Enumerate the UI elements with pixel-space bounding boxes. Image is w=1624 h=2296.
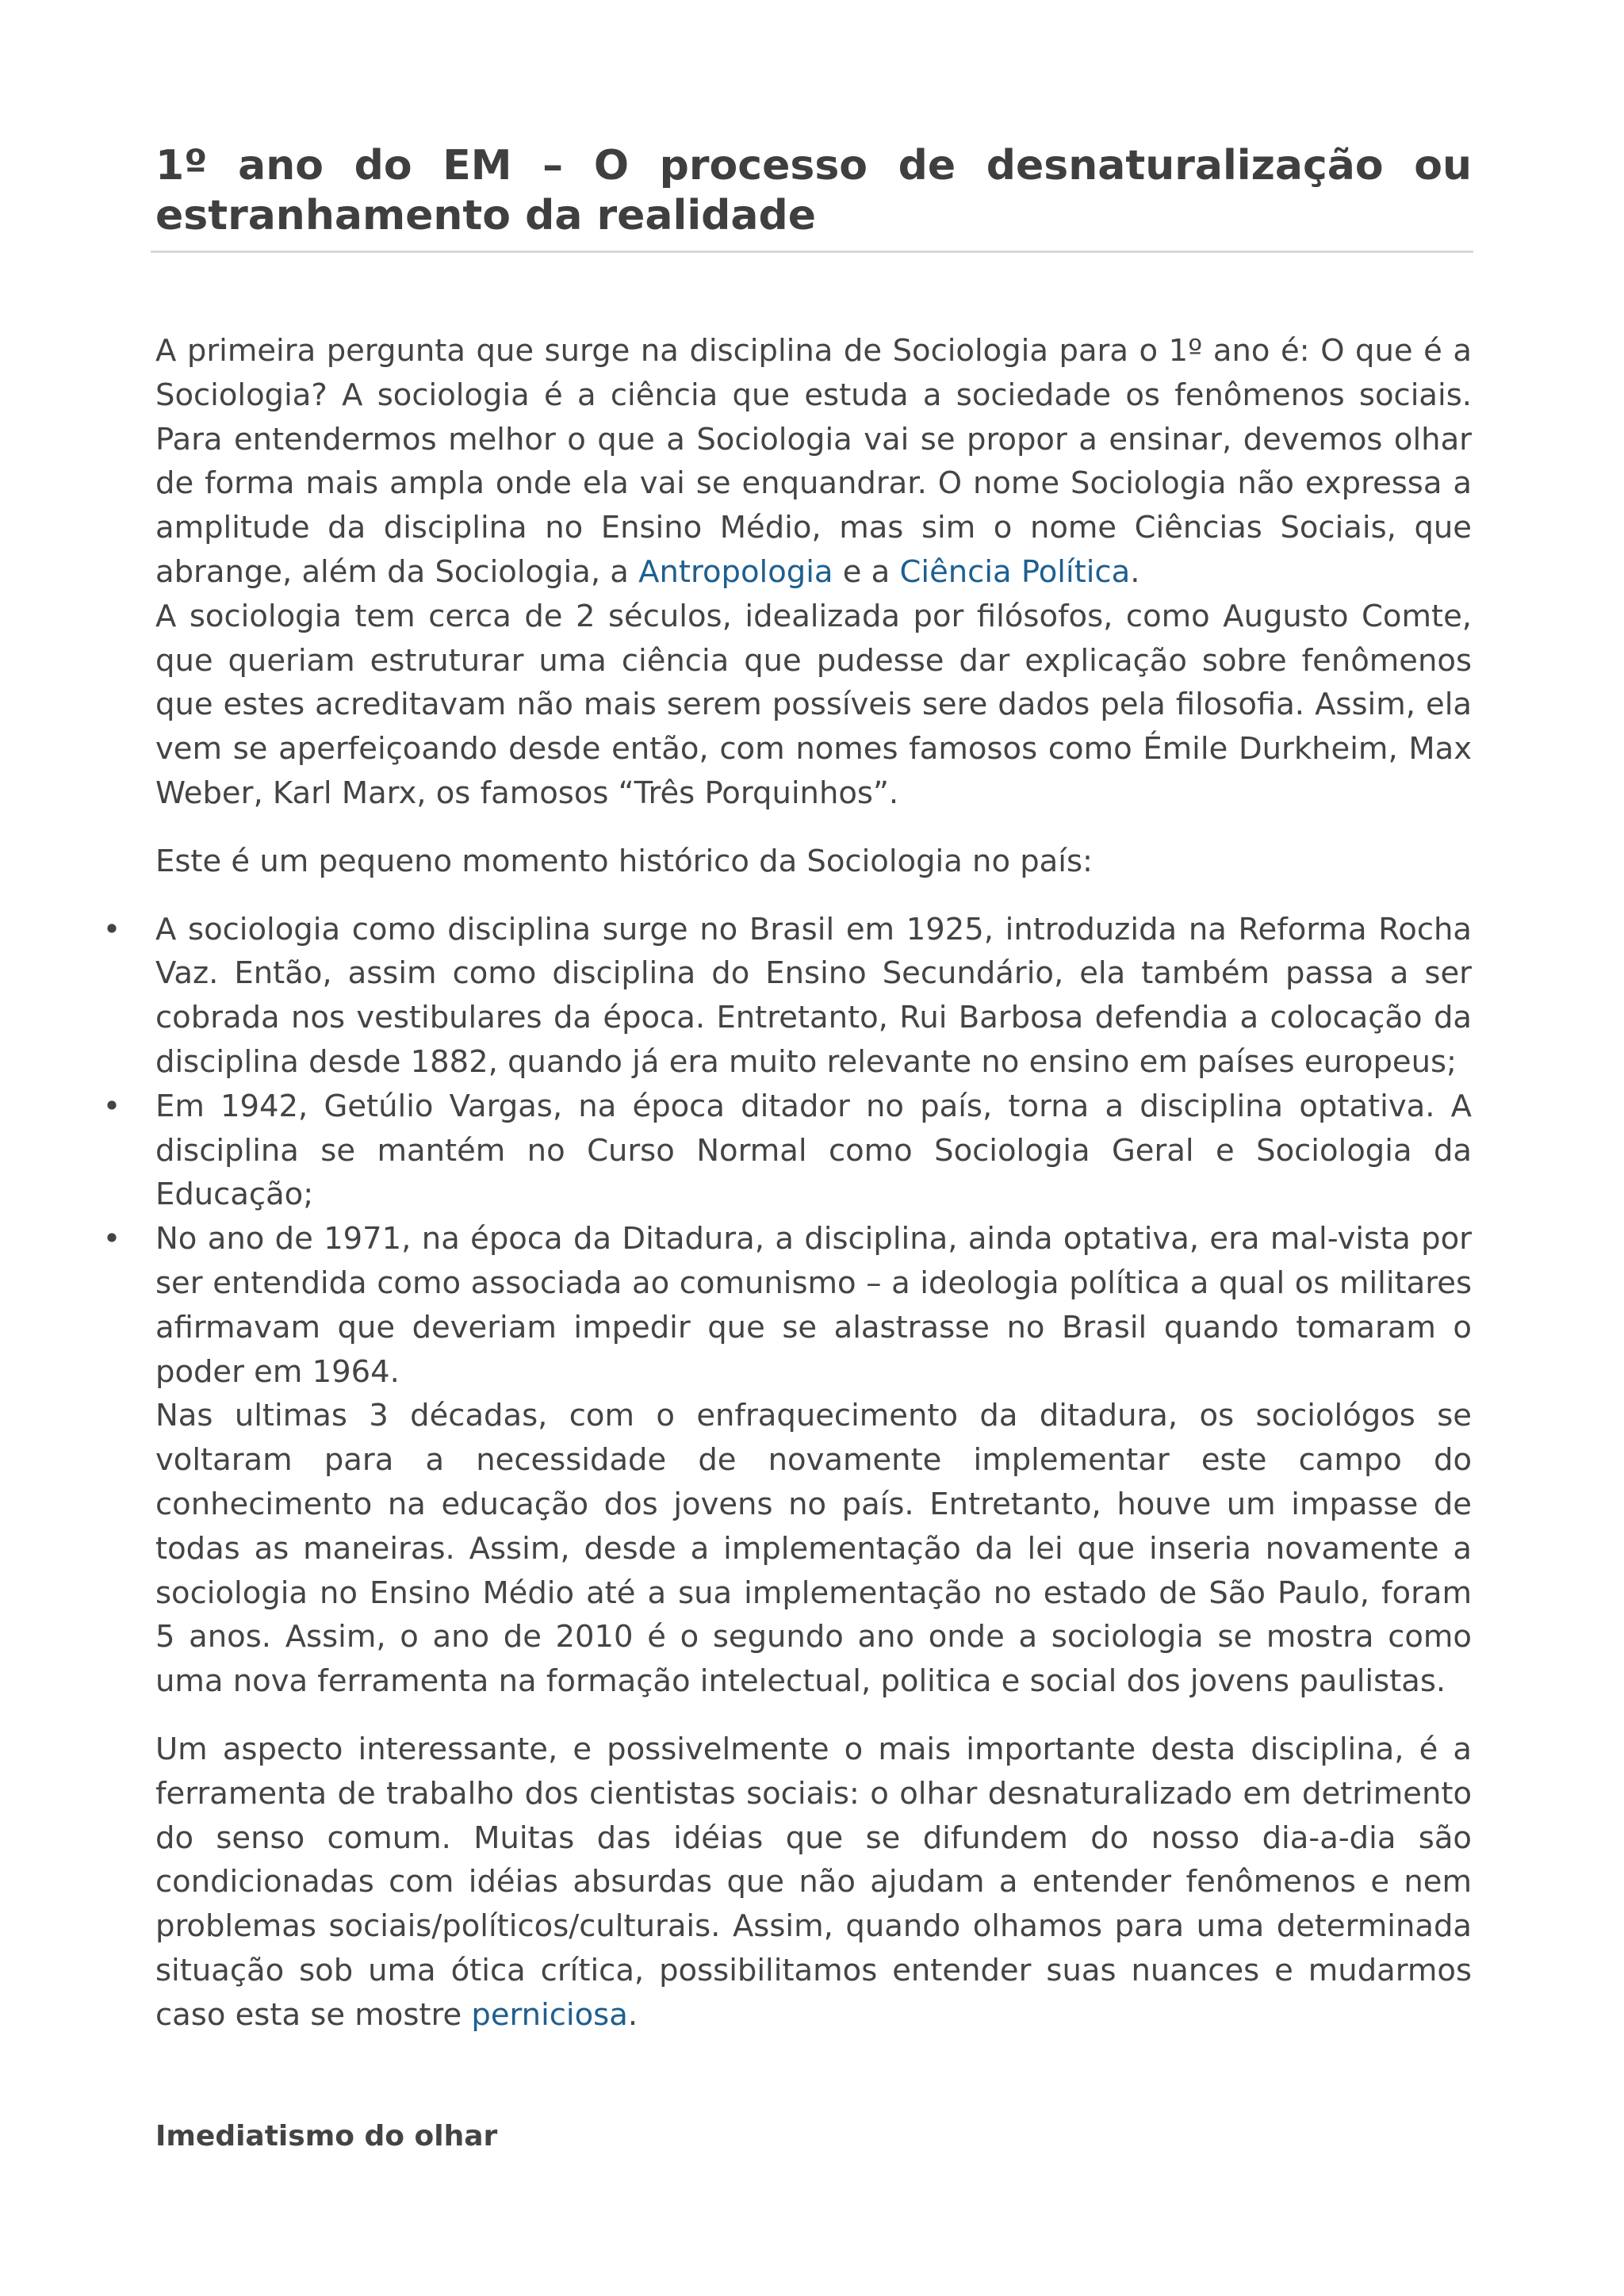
bullet-icon: •: [102, 1221, 121, 1257]
section-heading: Imediatismo do olhar: [155, 2120, 498, 2153]
list-item-text: A sociologia como disciplina surge no Brasil em 1925, introduzida na Reforma Rocha Vaz. Então, assim como disciplina do Ensino Secundário, ela também passa a ser cobrada nos vestibulares da época. Entretanto, Rui Barbosa defendia a colocação da disciplina desde 1882, quando já era muito relevante no ensino em países europeus;: [155, 911, 1472, 1080]
moment-intro: Este é um pequeno momento histórico da Sociologia no país:: [155, 843, 1093, 879]
history-paragraph: A sociologia tem cerca de 2 séculos, idealizada por filósofos, como Augusto Comte, que queriam estruturar uma ciência que pudesse dar explicação sobre fenômenos que estes acreditavam não mais serem possíveis sere dados pela filosofia. Assim, ela vem se aperfeiçoando desde então, com nomes famosos como Émile Durkheim, Max Weber, Karl Marx, os famosos “Três Porquinhos”.: [155, 598, 1472, 811]
list-item: [102, 1085, 1472, 1217]
page-title: 1º ano do EM – O processo de desnaturalização ou estranhamento da realidade: [155, 142, 1472, 239]
title-divider: [151, 251, 1473, 253]
perniciosa-link[interactable]: perniciosa: [471, 1996, 628, 2033]
antropologia-link[interactable]: Antropologia: [638, 553, 833, 590]
spacer: [155, 1704, 1472, 1728]
intro-text: A primeira pergunta que surge na disciplina de Sociologia para o 1º ano é: O que é a Sociologia? A sociologia é a ciência que estuda a sociedade os fenômenos sociais. Para entendermos melhor o que a Sociologia vai se propor a ensinar, devemos olhar de forma mais ampla onde ela vai se enquandrar. O nome Sociologia não expressa a amplitude da disciplina no Ensino Médio, mas sim o nome Ciências Sociais, que abrange, além da Sociologia, a: [155, 333, 1472, 590]
spacer: [155, 816, 1472, 840]
aspect-end: .: [627, 1996, 638, 2033]
article: [102, 141, 1472, 2157]
intro-paragraph: [155, 329, 1472, 595]
aspect-paragraph: [155, 1728, 1472, 2038]
list-item-text: Em 1942, Getúlio Vargas, na época ditador no país, torna a disciplina optativa. A disciplina se mantém no Curso Normal como Sociologia Geral e Sociologia da Educação;: [155, 1088, 1472, 1213]
aspect-text: Um aspecto interessante, e possivelmente o mais importante desta disciplina, é a ferramenta de trabalho dos cientistas sociais: o olhar desnaturalizado em detrimento do senso comum. Muitas das idéias que se difundem do nosso dia-a-dia são condicionadas com idéias absurdas que não ajudam a entender fenômenos e nem problemas sociais/políticos/culturais. Assim, quando olhamos para uma determinada situação sob uma ótica crítica, possibilitamos entender suas nuances e mudarmos caso esta se mostre: [155, 1731, 1472, 2033]
decades-paragraph: Nas ultimas 3 décadas, com o enfraquecimento da ditadura, os sociológos se voltaram para a necessidade de novamente implementar este campo do conhecimento na educação dos jovens no país. Entretanto, houve um impasse de todas as maneiras. Assim, desde a implementação da lei que inseria novamente a sociologia no Ensino Médio até a sua implementação no estado de São Paulo, foram 5 anos. Assim, o ano de 2010 é o segundo ano onde a sociologia se mostra como uma nova ferramenta na formação intelectual, politica e social dos jovens paulistas.: [155, 1398, 1472, 1700]
list-item: [102, 1217, 1472, 1394]
bullet-icon: •: [102, 911, 121, 947]
list-item-text: No ano de 1971, na época da Ditadura, a disciplina, ainda optativa, era mal-vista por ser entendida como associada ao comunismo – a ideologia política a qual os militares afirmavam que deveriam impedir que se alastrasse no Brasil quando tomaram o poder em 1964.: [155, 1221, 1472, 1390]
bullet-icon: •: [102, 1088, 121, 1124]
intro-connector: e a: [833, 553, 900, 590]
list-item: [102, 908, 1472, 1085]
article-body: [102, 329, 1472, 2157]
ciencia-politica-link[interactable]: Ciência Política: [899, 553, 1131, 590]
intro-end: .: [1130, 553, 1140, 590]
history-list: [102, 908, 1472, 1395]
